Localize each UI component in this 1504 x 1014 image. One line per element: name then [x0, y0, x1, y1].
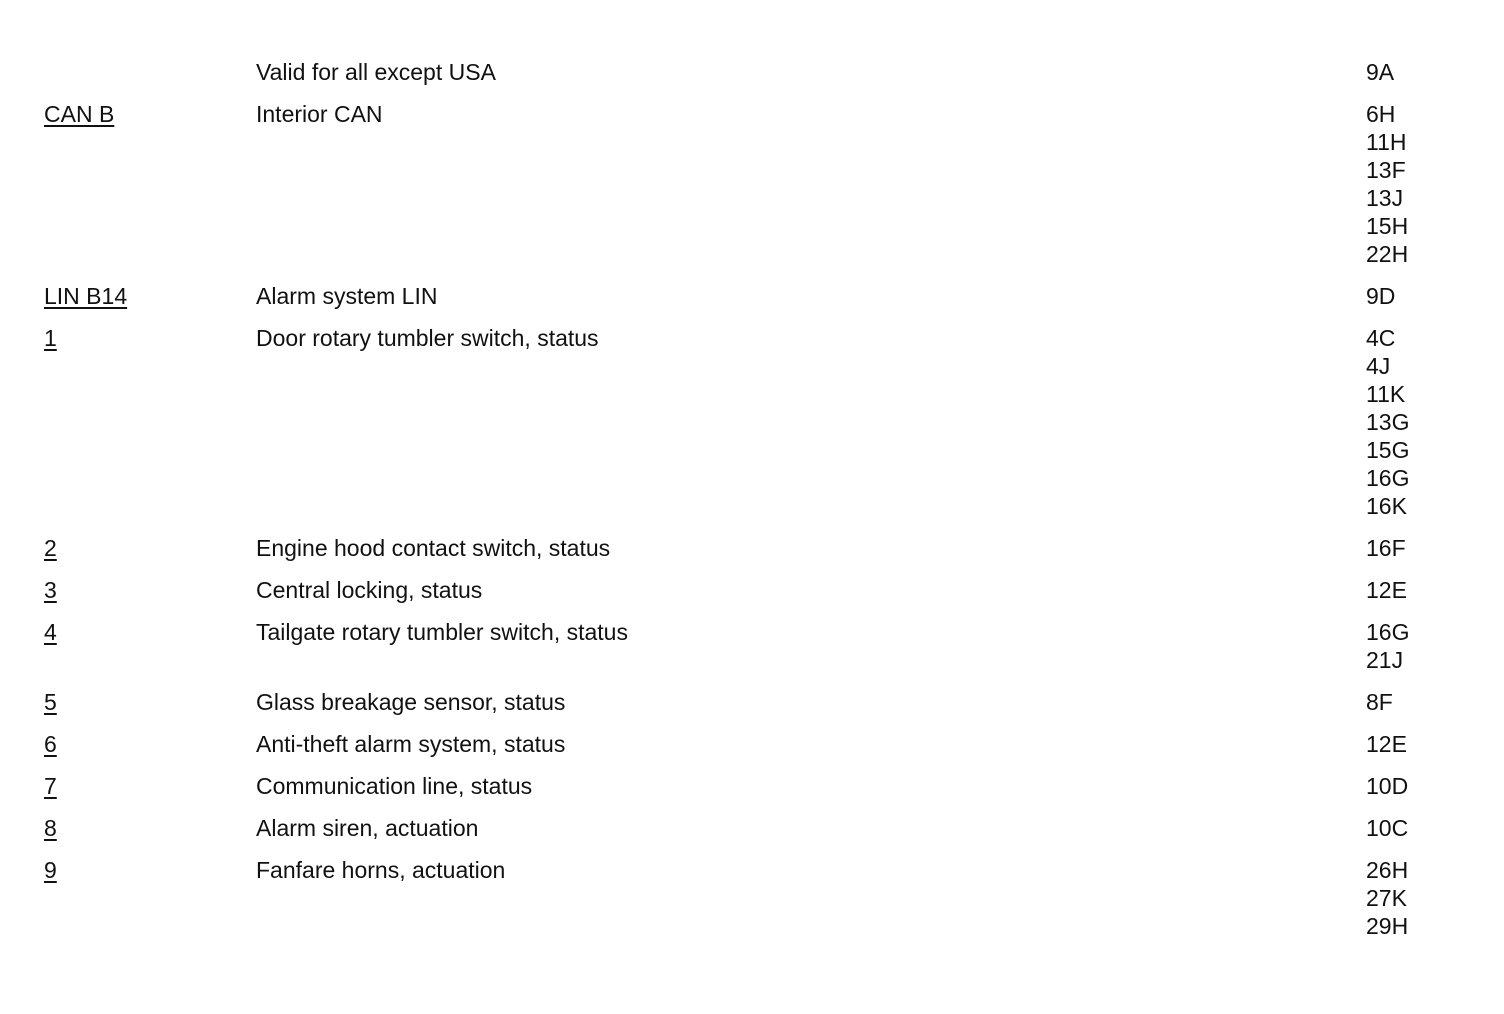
- grid-reference: 10D: [1366, 773, 1409, 799]
- legend-row: [0, 58, 1504, 86]
- legend-description: Anti-theft alarm system, status: [256, 731, 566, 757]
- legend-code-link[interactable]: 1: [44, 325, 57, 351]
- grid-reference: 27K: [1366, 885, 1407, 911]
- legend-row: [0, 618, 1504, 674]
- legend-row: [0, 324, 1504, 520]
- legend-grid-references: [1366, 618, 1486, 674]
- grid-reference: 16F: [1366, 535, 1406, 561]
- grid-reference: 12E: [1366, 577, 1407, 603]
- legend-grid-references: [1366, 100, 1486, 268]
- legend-code-link[interactable]: 5: [44, 689, 57, 715]
- legend-grid-references: [1366, 58, 1486, 86]
- legend-description: Central locking, status: [256, 577, 483, 603]
- legend-description: Glass breakage sensor, status: [256, 689, 566, 715]
- grid-reference: 6H: [1366, 101, 1396, 127]
- grid-reference: 10C: [1366, 815, 1409, 841]
- grid-reference: 16G: [1366, 619, 1410, 645]
- legend-code-link[interactable]: 3: [44, 577, 57, 603]
- legend-grid-references: [1366, 534, 1486, 562]
- legend-code-link[interactable]: 8: [44, 815, 57, 841]
- legend-row: [0, 856, 1504, 940]
- grid-reference: 16G: [1366, 465, 1410, 491]
- grid-reference: 9A: [1366, 59, 1395, 85]
- legend-description: Tailgate rotary tumbler switch, status: [256, 619, 628, 645]
- legend-grid-references: [1366, 856, 1486, 940]
- grid-reference: 26H: [1366, 857, 1409, 883]
- grid-reference: 12E: [1366, 731, 1407, 757]
- legend-grid-references: [1366, 324, 1486, 520]
- legend-description: Communication line, status: [256, 773, 533, 799]
- legend-table: [0, 58, 1504, 954]
- legend-row: [0, 100, 1504, 268]
- grid-reference: 29H: [1366, 913, 1409, 939]
- legend-row: [0, 576, 1504, 604]
- legend-row: [0, 688, 1504, 716]
- grid-reference: 22H: [1366, 241, 1409, 267]
- legend-grid-references: [1366, 688, 1486, 716]
- legend-description: Valid for all except USA: [256, 59, 496, 85]
- legend-grid-references: [1366, 814, 1486, 842]
- legend-grid-references: [1366, 730, 1486, 758]
- grid-reference: 16K: [1366, 493, 1407, 519]
- grid-reference: 15H: [1366, 213, 1409, 239]
- grid-reference: 13G: [1366, 409, 1410, 435]
- legend-grid-references: [1366, 576, 1486, 604]
- grid-reference: 4J: [1366, 353, 1391, 379]
- grid-reference: 8F: [1366, 689, 1393, 715]
- legend-code-link[interactable]: CAN B: [44, 101, 115, 127]
- legend-description: Door rotary tumbler switch, status: [256, 325, 599, 351]
- grid-reference: 13F: [1366, 157, 1406, 183]
- legend-code-link[interactable]: 6: [44, 731, 57, 757]
- legend-description: Alarm system LIN: [256, 283, 438, 309]
- legend-grid-references: [1366, 282, 1486, 310]
- legend-code-link[interactable]: 2: [44, 535, 57, 561]
- legend-code-link[interactable]: LIN B14: [44, 283, 128, 309]
- legend-description: Engine hood contact switch, status: [256, 535, 611, 561]
- legend-code-link[interactable]: 4: [44, 619, 57, 645]
- legend-row: [0, 772, 1504, 800]
- legend-row: [0, 730, 1504, 758]
- legend-grid-references: [1366, 772, 1486, 800]
- grid-reference: 11K: [1366, 381, 1406, 407]
- grid-reference: 4C: [1366, 325, 1396, 351]
- legend-description: Alarm siren, actuation: [256, 815, 479, 841]
- legend-row: [0, 282, 1504, 310]
- legend-code-link[interactable]: 7: [44, 773, 57, 799]
- grid-reference: 13J: [1366, 185, 1404, 211]
- legend-description: Fanfare horns, actuation: [256, 857, 506, 883]
- grid-reference: 9D: [1366, 283, 1396, 309]
- grid-reference: 21J: [1366, 647, 1404, 673]
- grid-reference: 11H: [1366, 129, 1407, 155]
- legend-row: [0, 534, 1504, 562]
- legend-description: Interior CAN: [256, 101, 383, 127]
- legend-code-link[interactable]: 9: [44, 857, 57, 883]
- legend-row: [0, 814, 1504, 842]
- grid-reference: 15G: [1366, 437, 1410, 463]
